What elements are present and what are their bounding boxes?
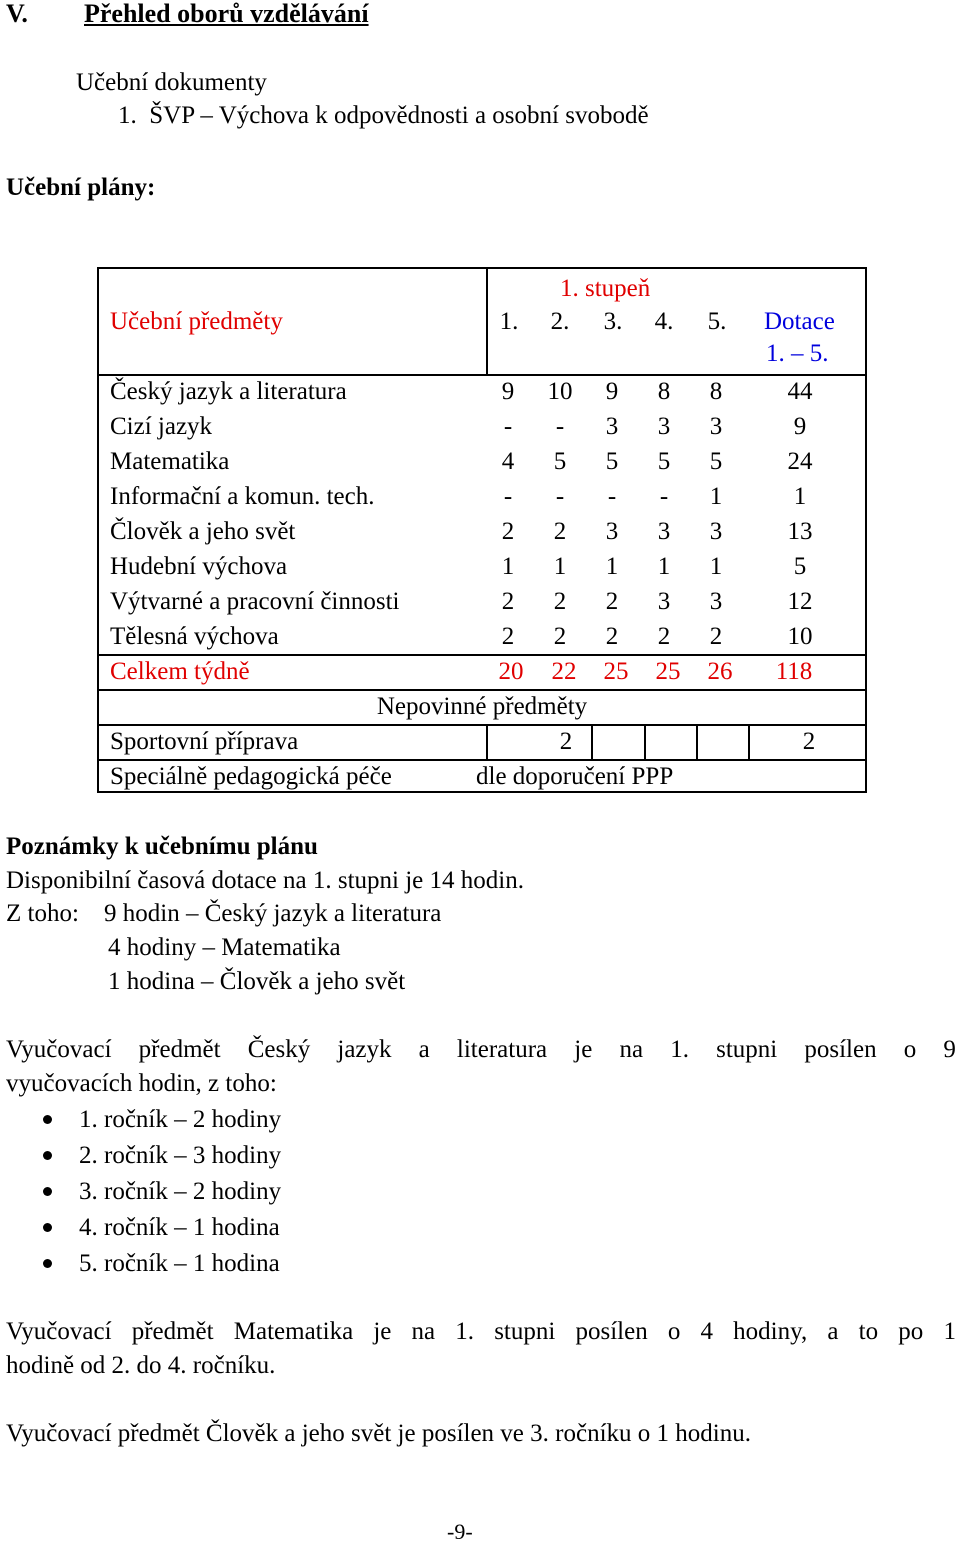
table-rule [696, 724, 698, 759]
subject-name: Matematika [110, 448, 230, 475]
word: 9 [943, 1036, 956, 1063]
hours-cell: - [555, 483, 565, 510]
total-value: 22 [551, 658, 577, 685]
subject-name: Informační a komun. tech. [110, 483, 375, 510]
dotace-cell: 10 [787, 623, 813, 650]
optional-row-name: Speciálně pedagogická péče [110, 763, 392, 790]
word: posílen [804, 1036, 877, 1063]
total-value: 26 [707, 658, 733, 685]
hours-cell: 2 [605, 623, 619, 650]
mat-paragraph-line: hodině od 2. do 4. ročníku. [6, 1352, 276, 1379]
grade-header: 1. [499, 308, 519, 335]
total-dotace: 118 [775, 658, 813, 685]
word: je [373, 1318, 392, 1345]
hours-cell: 10 [547, 378, 573, 405]
hours-cell: 2 [605, 588, 619, 615]
table-rule [644, 724, 646, 759]
total-row-label: Celkem týdně [110, 658, 250, 685]
hours-cell: 2 [501, 518, 515, 545]
hours-cell: 5 [553, 448, 567, 475]
table-rule [486, 724, 488, 759]
word: předmět [138, 1036, 221, 1063]
mat-paragraph-line [6, 1319, 956, 1344]
section-title: Přehled oborů vzdělávání [84, 0, 369, 28]
bullet-icon [43, 1187, 52, 1196]
hours-cell: - [503, 413, 513, 440]
list-item: 5. ročník – 1 hodina [79, 1250, 280, 1277]
word: na [619, 1036, 644, 1063]
hours-cell: 8 [709, 378, 723, 405]
grade-header: 2. [550, 308, 570, 335]
hours-cell: 2 [553, 623, 567, 650]
word: stupni [494, 1318, 556, 1345]
table-rule [99, 654, 865, 656]
list-item: 2. ročník – 3 hodiny [79, 1142, 282, 1169]
word: po [898, 1318, 924, 1345]
word: 1. [455, 1318, 475, 1345]
dotace-cell: 12 [787, 588, 813, 615]
word: jazyk [337, 1036, 392, 1063]
documents-label: Učební dokumenty [76, 69, 267, 96]
hours-cell: 2 [657, 623, 671, 650]
dotace-cell: 24 [787, 448, 813, 475]
documents-item: 1. ŠVP – Výchova k odpovědnosti a osobní svobodě [118, 102, 649, 129]
section-number: V. [6, 0, 28, 28]
list-item: 1. ročník – 2 hodiny [79, 1106, 282, 1133]
word: stupni [716, 1036, 778, 1063]
dotace-range: 1. – 5. [766, 340, 829, 367]
hours-cell: - [659, 483, 669, 510]
clovek-paragraph: Vyučovací předmět Člověk a jeho svět je posílen ve 3. ročníku o 1 hodinu. [6, 1420, 751, 1447]
z-toho-label: Z toho: [6, 900, 79, 927]
hours-cell: 1 [709, 483, 723, 510]
hours-cell: 5 [605, 448, 619, 475]
table-rule [486, 269, 488, 374]
hours-cell: 2 [501, 623, 515, 650]
subject-name: Český jazyk a literatura [110, 378, 347, 405]
dotace-header: Dotace [764, 308, 835, 335]
notes-heading: Poznámky k učebnímu plánu [6, 833, 318, 860]
page-number: -9- [447, 1519, 473, 1544]
total-value: 20 [498, 658, 524, 685]
hours-cell: 1 [605, 553, 619, 580]
notes-line: Disponibilní časová dotace na 1. stupni je 14 hodin. [6, 867, 524, 894]
word: je [574, 1036, 593, 1063]
word: Vyučovací [6, 1036, 112, 1063]
hours-cell: - [607, 483, 617, 510]
dotace-cell: 5 [793, 553, 807, 580]
dotace-cell: 1 [793, 483, 807, 510]
hours-cell: 1 [709, 553, 723, 580]
word: předmět [131, 1318, 214, 1345]
grade-header: 3. [603, 308, 623, 335]
hours-cell: 1 [553, 553, 567, 580]
hours-cell: 2 [709, 623, 723, 650]
hours-cell: 1 [501, 553, 515, 580]
hours-cell: 3 [709, 413, 723, 440]
optional-row-note: dle doporučení PPP [476, 763, 674, 790]
total-value: 25 [655, 658, 681, 685]
subject-name: Hudební výchova [110, 553, 288, 580]
hours-cell: 2 [501, 588, 515, 615]
hours-cell: 3 [657, 518, 671, 545]
hours-cell: 9 [605, 378, 619, 405]
table-rule [99, 759, 865, 761]
stage-label: 1. stupeň [560, 275, 651, 302]
subjects-header: Učební předměty [110, 308, 283, 335]
dotace-cell: 44 [787, 378, 813, 405]
subject-name: Výtvarné a pracovní činnosti [110, 588, 400, 615]
grade-header: 4. [654, 308, 674, 335]
word: Matematika [233, 1318, 354, 1345]
bullet-icon [43, 1115, 52, 1124]
table-rule [748, 724, 750, 759]
word: Český [247, 1036, 311, 1063]
optional-row-name: Sportovní příprava [110, 728, 299, 755]
subject-name: Tělesná výchova [110, 623, 279, 650]
hours-cell: 5 [709, 448, 723, 475]
optional-row-total: 2 [802, 728, 816, 755]
word: posílen [575, 1318, 648, 1345]
hours-cell: 3 [657, 413, 671, 440]
word: na [411, 1318, 436, 1345]
word: a [418, 1036, 430, 1063]
hours-cell: - [555, 413, 565, 440]
table-rule [99, 689, 865, 691]
word: Vyučovací [6, 1318, 112, 1345]
hours-cell: 2 [553, 588, 567, 615]
word: to [858, 1318, 879, 1345]
hours-cell: 3 [709, 588, 723, 615]
hours-cell: 3 [657, 588, 671, 615]
bullet-icon [43, 1151, 52, 1160]
table-rule [99, 724, 865, 726]
table-rule [591, 724, 593, 759]
notes-item: 4 hodiny – Matematika [108, 934, 341, 961]
word: literatura [456, 1036, 548, 1063]
hours-cell: - [503, 483, 513, 510]
hours-cell: 2 [553, 518, 567, 545]
hours-cell: 1 [657, 553, 671, 580]
notes-item: 9 hodin – Český jazyk a literatura [104, 900, 442, 927]
word: 1 [943, 1318, 956, 1345]
hours-cell: 8 [657, 378, 671, 405]
list-item: 3. ročník – 2 hodiny [79, 1178, 282, 1205]
cj-paragraph-line: vyučovacích hodin, z toho: [6, 1070, 277, 1097]
word: a [827, 1318, 839, 1345]
hours-cell: 5 [657, 448, 671, 475]
total-value: 25 [603, 658, 629, 685]
hours-cell: 3 [709, 518, 723, 545]
subject-name: Cizí jazyk [110, 413, 213, 440]
word: 4 [700, 1318, 714, 1345]
bullet-icon [43, 1223, 52, 1232]
subject-name: Člověk a jeho svět [110, 518, 296, 545]
optional-row-value: 2 [559, 728, 573, 755]
dotace-cell: 13 [787, 518, 813, 545]
bullet-icon [43, 1259, 52, 1268]
word: o [903, 1036, 917, 1063]
notes-item: 1 hodina – Člověk a jeho svět [108, 968, 406, 995]
hours-cell: 9 [501, 378, 515, 405]
cj-paragraph-line [6, 1037, 956, 1062]
hours-cell: 3 [605, 413, 619, 440]
list-item: 4. ročník – 1 hodina [79, 1214, 280, 1241]
plans-heading: Učební plány: [6, 174, 156, 201]
hours-cell: 3 [605, 518, 619, 545]
dotace-cell: 9 [793, 413, 807, 440]
table-rule [99, 374, 865, 376]
word: hodiny, [733, 1318, 808, 1345]
hours-cell: 4 [501, 448, 515, 475]
grade-header: 5. [707, 308, 727, 335]
word: 1. [670, 1036, 689, 1063]
word: o [667, 1318, 681, 1345]
optional-header: Nepovinné předměty [376, 693, 588, 720]
